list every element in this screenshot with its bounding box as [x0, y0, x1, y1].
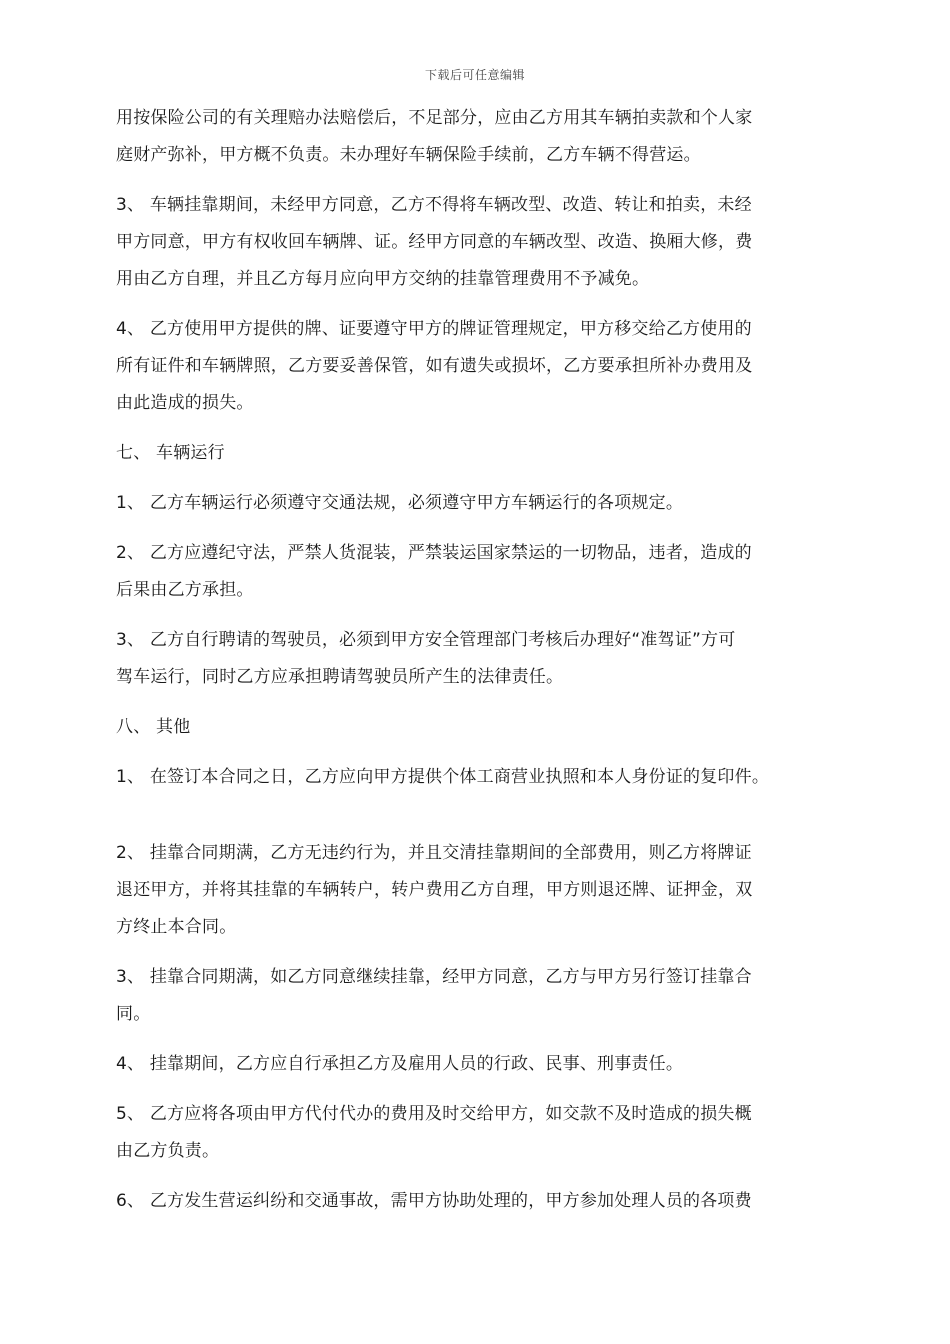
document-body [116, 100, 846, 1233]
text-line: 3、 挂靠合同期满，如乙方同意继续挂靠，经甲方同意，乙方与甲方另行签订挂靠合 [116, 967, 752, 987]
text-line: 由乙方负责。 [116, 1141, 220, 1161]
paragraph [116, 485, 846, 522]
text-line: 1、 在签订本合同之日，乙方应向甲方提供个体工商营业执照和本人身份证的复印件。 [116, 767, 770, 787]
text-line: 后果由乙方承担。 [116, 580, 254, 600]
paragraph [116, 1096, 846, 1170]
section-heading-text: 八、 其他 [116, 717, 191, 737]
paragraph [116, 100, 846, 174]
paragraph [116, 959, 846, 1033]
paragraph [116, 535, 846, 609]
text-line: 5、 乙方应将各项由甲方代付代办的费用及时交给甲方，如交款不及时造成的损失概 [116, 1104, 752, 1124]
text-line: 4、 挂靠期间，乙方应自行承担乙方及雇用人员的行政、民事、刑事责任。 [116, 1054, 684, 1074]
text-line: 退还甲方，并将其挂靠的车辆转户，转户费用乙方自理，甲方则退还牌、证押金，双 [116, 880, 753, 900]
paragraph [116, 759, 846, 796]
paragraph [116, 622, 846, 696]
paragraph [116, 311, 846, 422]
page-header: 下载后可任意编辑 [424, 68, 525, 82]
text-line: 用由乙方自理，并且乙方每月应向甲方交纳的挂靠管理费用不予减免。 [116, 269, 650, 289]
text-line: 庭财产弥补，甲方概不负责。未办理好车辆保险手续前，乙方车辆不得营运。 [116, 145, 701, 165]
text-line: 用按保险公司的有关理赔办法赔偿后，不足部分，应由乙方用其车辆拍卖款和个人家 [116, 108, 753, 128]
text-line: 所有证件和车辆牌照，乙方要妥善保管，如有遗失或损坏，乙方要承担所补办费用及 [116, 356, 753, 376]
text-line: 6、 乙方发生营运纠纷和交通事故，需甲方协助处理的，甲方参加处理人员的各项费 [116, 1191, 752, 1211]
text-line: 驾车运行，同时乙方应承担聘请驾驶员所产生的法律责任。 [116, 667, 564, 687]
text-line: 3、 车辆挂靠期间，未经甲方同意，乙方不得将车辆改型、改造、转让和拍卖，未经 [116, 195, 752, 215]
paragraph [116, 1183, 846, 1220]
paragraph [116, 187, 846, 298]
text-line: 4、 乙方使用甲方提供的牌、证要遵守甲方的牌证管理规定，甲方移交给乙方使用的 [116, 319, 752, 339]
paragraph [116, 1046, 846, 1083]
section-heading [116, 709, 846, 746]
section-heading [116, 435, 846, 472]
text-line: 3、 乙方自行聘请的驾驶员，必须到甲方安全管理部门考核后办理好“准驾证”方可 [116, 630, 736, 650]
text-line: 甲方同意，甲方有权收回车辆牌、证。经甲方同意的车辆改型、改造、换厢大修，费 [116, 232, 753, 252]
text-line: 方终止本合同。 [116, 917, 237, 937]
text-line: 同。 [116, 1004, 151, 1024]
text-line: 2、 挂靠合同期满，乙方无违约行为，并且交清挂靠期间的全部费用，则乙方将牌证 [116, 843, 752, 863]
section-heading-text: 七、 车辆运行 [116, 443, 225, 463]
text-line: 1、 乙方车辆运行必须遵守交通法规，必须遵守甲方车辆运行的各项规定。 [116, 493, 684, 513]
text-line: 2、 乙方应遵纪守法，严禁人货混装，严禁装运国家禁运的一切物品，违者，造成的 [116, 543, 752, 563]
paragraph [116, 835, 846, 946]
text-line: 由此造成的损失。 [116, 393, 254, 413]
